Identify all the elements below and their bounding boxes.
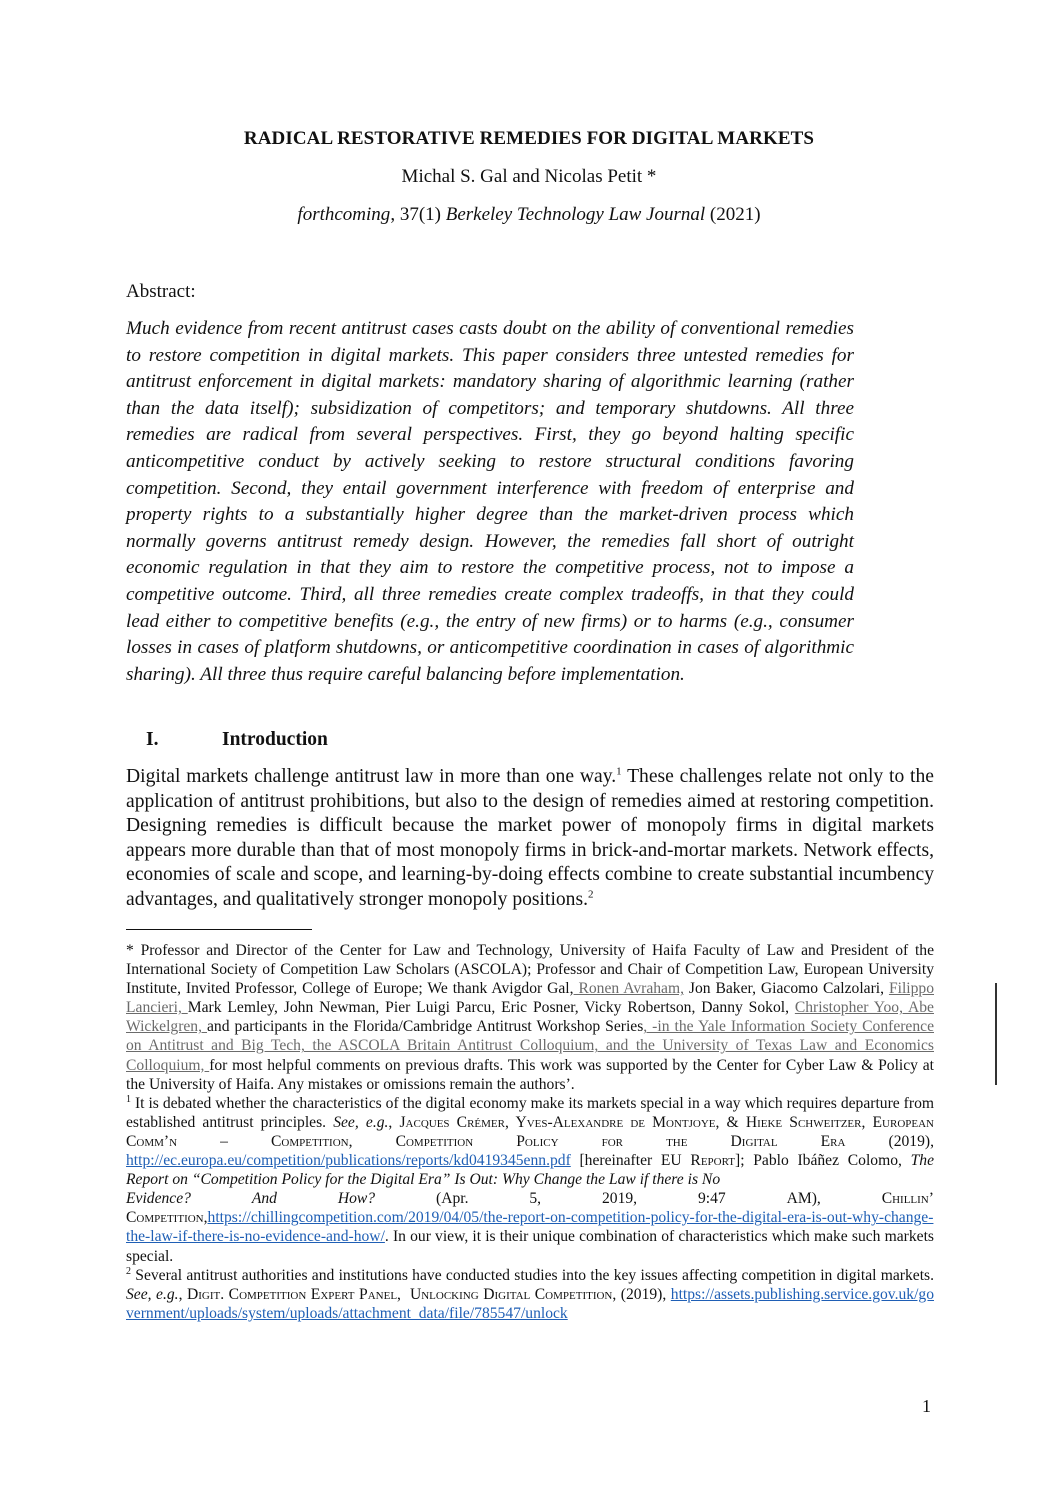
abstract-label: Abstract: [126,281,196,302]
journal-citation [0,204,1058,226]
citation-link[interactable]: https://assets.publishing.service.gov.uk/government/uploads/system/uploads/attachment_data/file/785547/unlock [126,1285,934,1322]
footnote-text: . In our view, it is their unique combination of characteristics which make such markets special. [126,1228,934,1265]
footnote-marker: 2 [126,1265,131,1277]
justified-line [126,1189,934,1208]
footnotes [126,941,934,1323]
footnote-divider [126,929,312,930]
citation-authors: Digit. Competition Expert Panel, Unlocking Digital Competition [187,1285,613,1303]
footnote-text: and participants in the Florida/Cambridge Antitrust Workshop Series [207,1018,644,1036]
footnote-text: [hereinafter EU [570,1152,691,1170]
tracked-change-link[interactable]: Ronen Avraham, [573,980,684,998]
footnote-marker: 1 [126,1093,131,1105]
footnote-star [126,941,934,1094]
citation-link[interactable]: https://chillingcompetition.com/2019/04/05/the-report-on-competition-policy-for-the-digital-era-is-out-why-change-the-law-if-there-is-no-evidence-and-how/ [126,1209,934,1246]
tracked-change-link[interactable]: , -in the Yale Information Society Conference on Antitrust and Big Tech, the ASCOLA Britain Antitrust Colloquium, and the University of Texas Law and Economics Colloquium, [126,1018,934,1074]
citation-word: (Apr. [436,1190,469,1208]
section-number: I. [146,729,159,750]
footnote-text: , [203,1209,208,1227]
abstract-text: Much evidence from recent antitrust cases casts doubt on the ability of conventional remedies to restore competition in digital markets. This paper considers three untested remedies for antitrust enforcement in digital markets: mandatory sharing of algorithmic learning (rather than the data itself); subsidization of competitors; and temporary shutdowns. All three remedies are radical from several perspectives. First, they go beyond halting specific anticompetitive conduct by actively seeking to restore structural conditions favoring competition. Second, they entail government interference with freedom of enterprise and property rights to a substantially higher degree than the market-driven process which normally governs antitrust remedy design. However, the remedies fall short of outright economic regulation in that they aim to restore the competitive process, not to impose a competitive outcome. Third, all three remedies create complex tradeoffs, in that they could lead either to competitive benefits (e.g., the entry of new firms) or to harms (e.g., consumer losses in cases of platform shutdowns, or anticompetitive coordination in cases of algorithmic sharing). All three thus require careful balancing before implementation. [126,318,854,685]
citation-word: Evidence? [126,1190,191,1208]
citation-word: And [251,1190,277,1208]
citation-authors: Jacques Crémer, Yves-Alexandre de Montjoye, & Hieke Schweitzer, European Comm’n – Competition, Competition Policy for the Digital Era [126,1113,935,1150]
signal-text: See, e.g. [333,1113,389,1131]
citation-word: How? [337,1190,376,1208]
tracked-change-link[interactable]: Christopher Yoo, Abe Wickelgren, [126,999,934,1036]
intro-text-2: These challenges relate not only to the application of antitrust prohibitions, but also to the design of remedies aimed at restoring competition. Designing remedies is difficult because the market power of monopoly firms in digital markets appears more durable than that of most monopoly firms in brick-and-mortar markets. Network effects, economies of scale and scope, and learning-by-doing effects combine to create substantial incumbency advantages, and qualitatively stronger monopoly positions. [126,766,934,910]
citation-shortname: Report [690,1152,735,1170]
footnote-text: , [178,1285,187,1303]
citation-word: 2019, [601,1190,638,1208]
introduction-paragraph [126,765,934,913]
page-number: 1 [922,1396,931,1416]
section-heading [146,729,328,751]
citation-link[interactable]: http://ec.europa.eu/competition/publications/reports/kd0419345enn.pdf [126,1152,571,1170]
footnote-text: Mark Lemley, John Newman, Pier Luigi Parcu, Eric Posner, Vicky Robertson, Danny Sokol, [187,999,795,1017]
citation-word: 5, [529,1190,542,1208]
journal-volume: , 37(1) [390,204,446,225]
footnote-text: * Professor and Director of the Center for Law and Technology, University of Haifa Faculty of Law and President of the International Society of Competition Law Scholars (ASCOLA); Professor and Chair of Competition Law, European University Institute, Invited Professor, College of Europe; We thank Avigdor Gal, [126,942,934,998]
revision-change-bar [995,983,997,1085]
footnote-text: ]; Pablo Ibáñez Colomo, [735,1152,911,1170]
footnote-2 [126,1266,934,1323]
tracked-change-link[interactable]: Filippo Lancieri, [126,980,934,1017]
footnote-ref-2[interactable]: 2 [588,888,594,901]
citation-word: AM), [786,1190,821,1208]
footnote-text: for most helpful comments on previous drafts. This work was supported by the Center for Cyber Law & Policy at the University of Haifa. Any mistakes or omissions remain the authors’. [126,1056,934,1093]
footnote-ref-1[interactable]: 1 [616,765,622,778]
paper-title: RADICAL RESTORATIVE REMEDIES FOR DIGITAL MARKETS [243,128,815,149]
citation-source: Competition [126,1209,204,1227]
paper-authors: Michal S. Gal and Nicolas Petit * [401,166,657,187]
footnote-text: Several antitrust authorities and institutions have conducted studies into the key issues affecting competition in digital markets. [131,1266,934,1284]
signal-text: See, e.g. [126,1285,179,1303]
footnote-text: , (2019), [612,1285,671,1303]
journal-year: (2021) [705,204,761,225]
citation-word: Chillin’ [881,1190,934,1208]
intro-text-1: Digital markets challenge antitrust law in more than one way. [126,766,617,787]
footnote-1 [126,1094,934,1266]
footnote-text: Jon Baker, Giacomo Calzolari, [683,980,889,998]
journal-status: forthcoming [297,204,391,225]
footnote-text: , [388,1113,400,1131]
footnote-text: (2019), [845,1132,934,1150]
section-title: Introduction [222,729,328,750]
citation-title: The Report on “Competition Policy for the Digital Era” Is Out: Why Change the Law if there is No [126,1152,934,1189]
citation-word: 9:47 [697,1190,726,1208]
journal-name: Berkeley Technology Law Journal [445,204,706,225]
footnote-text: It is debated whether the characteristics of the digital economy make its markets special in a way which requires departure from established antitrust principles. [126,1094,934,1131]
